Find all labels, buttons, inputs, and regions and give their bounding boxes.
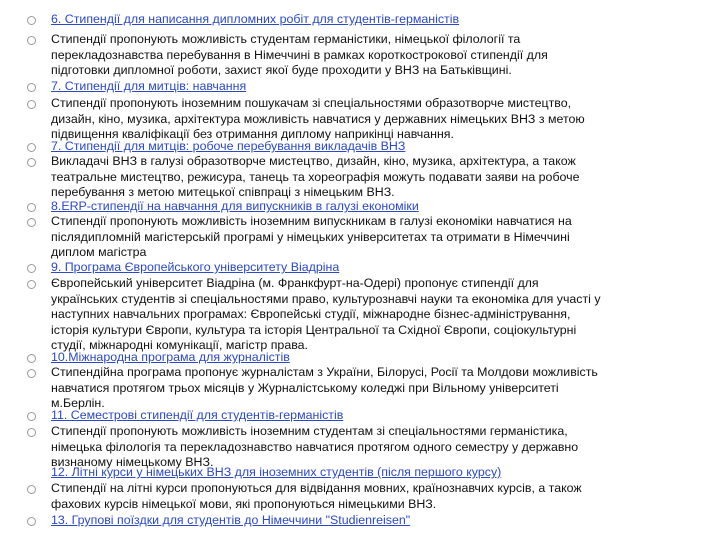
scholarship-description: Стипендії пропонують можливість іноземним студентам зі спеціальностями германістика, німецька філологія та перекладознавство навчатися протягом одного семестру у державно визнаному німецькому ВНЗ.	[51, 424, 579, 470]
bullet-icon	[27, 143, 36, 152]
bullet-icon	[27, 517, 36, 526]
bullet-icon	[27, 218, 36, 227]
scholarship-link[interactable]: 13. Групові поїздки для студентів до Німеччини "Studienreisen"	[51, 513, 411, 527]
scholarship-link[interactable]: 6. Стипендії для написання дипломних робіт для студентів-германістів	[51, 12, 460, 26]
scholarship-link[interactable]: 7. Стипендії для митців: робоче перебування викладачів ВНЗ	[51, 139, 406, 153]
scholarship-link[interactable]: 10.Міжнародна програма для журналістів	[51, 350, 290, 364]
bullet-icon	[27, 428, 36, 437]
bullet-icon	[27, 412, 36, 421]
scholarship-description: Європейський університет Віадріна (м. Франкфурт-на-Одері) пропонує стипендії для українських студентів зі спеціальностями право, культурознавчі науки та економіка для участі у наступних навчальних програмах: Європейські студії, міжнародне бізнес-адміністрування, історія культури Європи, культура та історія Центральної та Східної Європи, соціокультурні студії, міжнародні комунікації, магістр права.	[51, 276, 601, 353]
scholarship-description: Стипендії пропонують можливість студентам германістики, німецької філології та перекладознавства перебування в Німеччині в рамках короткострокової стипендії для підготовки дипломної роботи, захист якої буде проходити у ВНЗ на Батьківщині.	[51, 32, 548, 78]
bullet-icon	[27, 100, 36, 109]
scholarship-description: Стипендії пропонують іноземним пошукачам зі спеціальностями образотворче мистецтво, дизайн, кіно, музика, архітектура можливість навчатися у державних німецьких ВНЗ з метою підвищення кваліфікації без отримання диплому наприкінці навчання.	[51, 96, 585, 142]
scholarship-link[interactable]: 11. Семестрові стипендії для студентів-германістів	[51, 408, 344, 422]
bullet-icon	[27, 16, 36, 25]
scholarship-description: Стипендійна програма пропонує журналістам з України, Білорусі, Росії та Молдови можливість навчатися протягом трьох місяців у Журналістському коледжі при Вільному університеті м.Берлін.	[51, 365, 598, 411]
bullet-icon	[27, 369, 36, 378]
bullet-icon	[27, 354, 36, 363]
scholarship-link[interactable]: 7. Стипендії для митців: навчання	[51, 79, 247, 93]
bullet-icon	[27, 83, 36, 92]
scholarship-description: Стипендії пропонують можливість іноземним випускникам в галузі економіки навчатися на післядипломній магістерській програмі у німецьких університетах та отримати в Німеччині диплом магістра	[51, 214, 572, 260]
scholarship-description: Викладачі ВНЗ в галузі образотворче мистецтво, дизайн, кіно, музика, архітектура, а також театральне мистецтво, режисура, танець та хореографія можуть подавати заяви на робоче перебування з метою митецької співпраці з німецьким ВНЗ.	[51, 154, 580, 200]
bullet-icon	[27, 158, 36, 167]
scholarship-link[interactable]: 12. Літні курси у німецьких ВНЗ для іноземних студентів (після першого курсу)	[51, 465, 502, 479]
scholarship-link[interactable]: 8.ERP-стипендії на навчання для випускників в галузі економіки	[51, 199, 419, 213]
bullet-icon	[27, 485, 36, 494]
scholarship-description: Стипендії на літні курси пропонуються для відвідання мовних, країнознавчих курсів, а також фахових курсів німецької мови, які пропонуються німецькими ВНЗ.	[51, 481, 582, 511]
scholarship-link[interactable]: 9. Програма Європейського університету Віадріна	[51, 260, 340, 274]
bullet-icon	[27, 203, 36, 212]
bullet-icon	[27, 280, 36, 289]
bullet-icon	[27, 264, 36, 273]
bullet-icon	[27, 36, 36, 45]
